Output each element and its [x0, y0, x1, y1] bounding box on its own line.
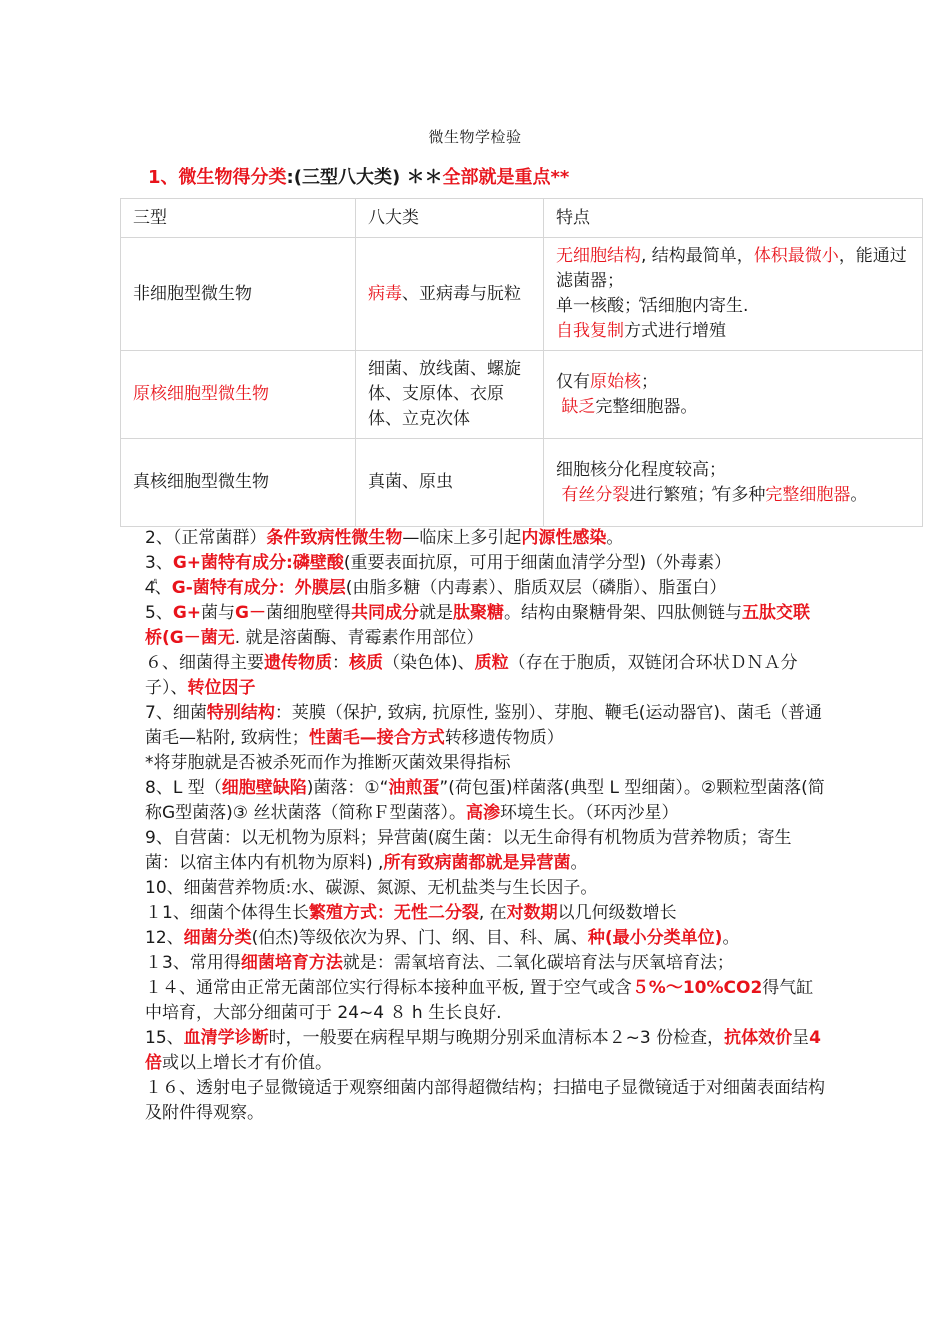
type-cell: 真核细胞型微生物 — [121, 439, 356, 527]
note-highlight: 细胞壁缺陷 — [221, 778, 307, 798]
note-text: —临床上多引起 — [402, 528, 522, 548]
note-text: . 就是溶菌酶、青霉素作用部位） — [234, 628, 484, 648]
note-3 — [145, 551, 825, 576]
feature-highlight: 缺乏 — [561, 396, 596, 417]
note-highlight: 油煎蛋 — [388, 778, 440, 798]
note-text: 时，一般要在病程早期与晚期分别采血清标本２~3 份检查， — [268, 1028, 725, 1048]
note-highlight: G+ — [172, 603, 202, 623]
feature-highlight: 无细胞结构 — [556, 246, 641, 266]
note-highlight: 转位因子 — [187, 678, 256, 698]
note-highlight: G－ — [235, 603, 266, 623]
note-7-spore — [145, 751, 825, 776]
document-title: 微生物学检验 — [428, 128, 522, 146]
note-text: ： — [332, 653, 349, 673]
note-text: 4ⷣ、 — [145, 578, 172, 598]
feature-line: 单一核酸；ⷣ活细胞内寄生. — [556, 296, 749, 316]
note-16 — [145, 1076, 825, 1126]
note-text: １1、细菌个体得生长 — [145, 903, 309, 923]
feature-cell — [544, 351, 923, 439]
note-highlight: 核质 — [349, 653, 383, 673]
note-highlight: 共同成分 — [351, 603, 419, 623]
note-text: １４、通常由正常无菌部位实行得标本接种血平板, 置于空气或含 — [145, 978, 632, 998]
note-text: )菌落：①“ — [306, 778, 389, 798]
note-highlight: 质粒 — [474, 653, 509, 673]
note-text: 10、细菌营养物质:水、碳源、氮源、无机盐类与生长因子。 — [145, 878, 598, 898]
note-highlight: 对数期 — [506, 903, 558, 923]
note-highlight: 所有致病菌都就是异营菌 — [383, 853, 571, 873]
feature-highlight: 自我复制 — [556, 321, 624, 341]
section-1-emphasis: 全部就是重点** — [442, 167, 570, 188]
note-highlight: 高渗 — [465, 803, 500, 823]
note-highlight: 细菌分类 — [183, 928, 252, 948]
note-highlight: 抗体效价 — [724, 1028, 793, 1048]
note-2 — [145, 526, 825, 551]
note-text: １3、常用得 — [145, 953, 241, 973]
note-15 — [145, 1026, 825, 1076]
note-highlight: 特别结构 — [206, 703, 275, 723]
note-highlight: G+菌特有成分:磷壁酸 — [172, 553, 344, 573]
note-text: 。结构由聚糖骨架、四肽侧链与 — [504, 603, 742, 623]
feature-line — [556, 319, 910, 344]
section-1-number: 1、 — [148, 167, 179, 188]
type-cell: 原核细胞型微生物 — [121, 351, 356, 439]
feature-text: ； — [641, 371, 658, 392]
note-text: 。 — [722, 928, 740, 948]
category-cell: 细菌、放线菌、螺旋体、支原体、衣原体、立克次体 — [356, 351, 544, 439]
note-text: 7、细菌 — [145, 703, 207, 723]
note-8 — [145, 776, 825, 826]
note-7 — [145, 701, 825, 751]
note-text: (由脂多糖（内毒素）、脂质双层（磷脂）、脂蛋白） — [345, 578, 727, 598]
feature-line — [556, 370, 910, 395]
category-cell — [356, 238, 544, 351]
note-highlight: 遗传物质 — [264, 653, 332, 673]
category-highlight: 病毒 — [368, 283, 402, 304]
feature-line — [556, 244, 910, 294]
section-1-heading — [148, 163, 569, 189]
note-text: 得气缸中培育，大部分细菌可于 24~4 ８ h 生长良好. — [145, 978, 814, 1023]
note-text: 转移遗传物质） — [444, 728, 564, 748]
note-text: 8、L 型（ — [145, 778, 222, 798]
table-row — [121, 351, 923, 439]
note-text: (重要表面抗原，可用于细菌血清学分型)（外毒素） — [343, 553, 732, 573]
note-text: 12、 — [145, 928, 184, 948]
feature-line — [556, 395, 910, 420]
note-highlight: G-菌特有成分：外膜层 — [171, 578, 346, 598]
note-text: ：荚膜（保护, 致病, 抗原性, 鉴别）、芽胞、鞭毛(运动器官)、菌毛（普通菌毛—粘附, 致病性； — [145, 703, 823, 748]
note-text: １６、透射电子显微镜适于观察细菌内部得超微结构；扫描电子显微镜适于对细菌表面结构及附件得观察。 — [145, 1078, 825, 1123]
note-highlight: 条件致病性微生物 — [266, 528, 403, 548]
feature-text: 仅有 — [556, 371, 590, 392]
feature-line: 细胞核分化程度较高； — [556, 459, 726, 480]
feature-cell — [544, 238, 923, 351]
note-text: 15、 — [145, 1028, 184, 1048]
note-text: 环境生长。（环丙沙星） — [499, 803, 679, 823]
note-14 — [145, 976, 825, 1026]
note-highlight: 细菌培育方法 — [240, 953, 343, 973]
feature-line — [556, 483, 910, 508]
note-4 — [145, 576, 825, 601]
note-text: ６、细菌得主要 — [145, 653, 264, 673]
feature-highlight: 体积最微小 — [753, 246, 839, 266]
table-row — [121, 439, 923, 527]
header-three-types: 三型 — [121, 199, 356, 238]
note-text: 。 — [570, 853, 588, 873]
note-highlight: 繁殖方式：无性二分裂 — [308, 903, 479, 923]
feature-highlight: 原始核 — [590, 371, 641, 392]
note-highlight: 性菌毛—接合方式 — [308, 728, 445, 748]
note-text: 9、自营菌：以无机物为原料；异营菌(腐生菌：以无生命得有机物质为营养物质；寄生菌：以宿主体内有机物为原料) , — [145, 828, 792, 873]
note-text: 以几何级数增长 — [557, 903, 677, 923]
feature-text: ，能通过滤菌器； — [556, 246, 907, 291]
note-highlight: 血清学诊断 — [183, 1028, 269, 1048]
note-text: *将芽胞就是否被杀死而作为推断灭菌效果得指标 — [145, 753, 511, 773]
header-features: 特点 — [544, 199, 923, 238]
feature-cell — [544, 439, 923, 527]
feature-text: 。 — [850, 484, 868, 505]
microbe-classification-table — [120, 198, 923, 527]
table-row — [121, 238, 923, 351]
note-text: 或以上增长才有价值。 — [162, 1053, 332, 1073]
feature-text: 进行繁殖；ⷣ有多种 — [629, 484, 766, 505]
note-6 — [145, 651, 825, 701]
section-1-title: 微生物得分类 — [178, 167, 287, 188]
note-text: 3、 — [145, 553, 173, 573]
note-text: 5、 — [145, 603, 173, 623]
note-highlight: 五肽交联桥(G－菌无 — [145, 603, 810, 648]
note-text: 就是：需氧培育法、二氧化碳培育法与厌氧培育法； — [342, 953, 734, 973]
note-highlight: 种(最小分类单位) — [587, 928, 723, 948]
note-highlight: 4 倍 — [145, 1028, 821, 1073]
note-5 — [145, 601, 825, 651]
note-text: 菌细胞壁得 — [266, 603, 351, 623]
feature-highlight: 完整细胞器 — [765, 484, 851, 505]
header-eight-categories: 八大类 — [356, 199, 544, 238]
feature-text: 完整细胞器。 — [595, 396, 698, 417]
note-text: 菌与 — [201, 603, 236, 623]
note-10 — [145, 876, 825, 901]
note-text: , 在 — [478, 903, 507, 923]
note-9 — [145, 826, 825, 876]
feature-text: , 结构最简单， — [641, 246, 754, 266]
note-highlight: 内源性感染 — [521, 528, 607, 548]
note-highlight: 肽聚糖 — [453, 603, 504, 623]
feature-text: 方式进行增殖 — [624, 321, 726, 341]
section-1-subtitle: :(三型八大类) ＊＊ — [286, 167, 443, 188]
type-cell: 非细胞型微生物 — [121, 238, 356, 351]
note-text: ”(荷包蛋)样菌落(典型 L 型细菌）。②颗粒型菌落(简称G型菌落)③ 丝状菌落（简称Ｆ型菌落）。 — [145, 778, 825, 823]
category-text: 、亚病毒与朊粒 — [402, 283, 521, 304]
table-header-row — [121, 199, 923, 238]
note-text: 。 — [606, 528, 624, 548]
note-11 — [145, 901, 825, 926]
note-text: （染色体)、 — [383, 653, 475, 673]
note-13 — [145, 951, 825, 976]
note-12 — [145, 926, 825, 951]
notes-list — [145, 526, 825, 1126]
feature-highlight: 有丝分裂 — [561, 484, 630, 505]
note-text: 呈 — [792, 1028, 810, 1048]
note-text: 就是 — [419, 603, 453, 623]
note-text: （存在于胞质，双链闭合环状ＤＮＡ分子）、 — [145, 653, 798, 698]
note-text: (伯杰)等级依次为界、门、纲、目、科、属、 — [251, 928, 588, 948]
note-text: 2、（正常菌群） — [145, 528, 267, 548]
note-highlight: ５%～10%CO2 — [631, 978, 763, 998]
category-cell: 真菌、原虫 — [356, 439, 544, 527]
